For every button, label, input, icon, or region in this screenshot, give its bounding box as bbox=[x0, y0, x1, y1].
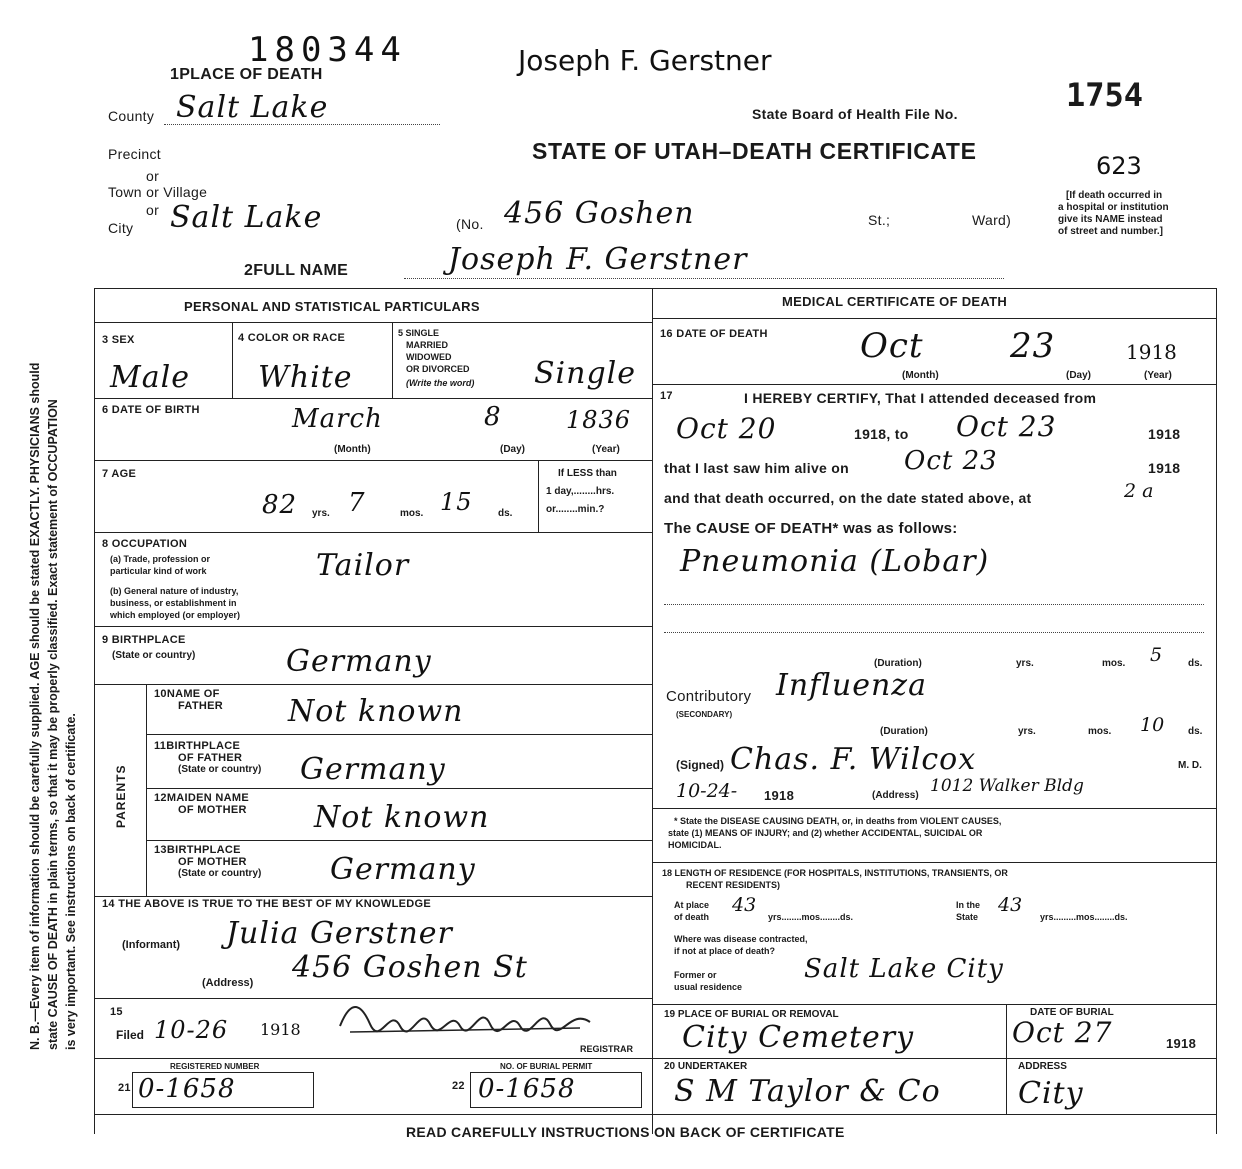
contrib-ds-label: ds. bbox=[1188, 726, 1203, 737]
occupation-a-1: (a) Trade, profession or bbox=[110, 554, 211, 564]
mother-bp-1: 13BIRTHPLACE bbox=[154, 844, 241, 856]
occupation-b-2: business, or establishment in bbox=[110, 598, 237, 608]
undertaker-address-label: ADDRESS bbox=[1018, 1061, 1067, 1072]
age-days: 15 bbox=[440, 488, 473, 516]
birthplace-sub: (State or country) bbox=[112, 650, 196, 661]
mother-label-1: 12MAIDEN NAME bbox=[154, 792, 249, 804]
or-label-2: or bbox=[146, 202, 160, 218]
registrar-label: REGISTRAR bbox=[580, 1044, 634, 1054]
age-months: 7 bbox=[348, 488, 366, 518]
md-label: M. D. bbox=[1178, 760, 1202, 771]
occupation-b-1: (b) General nature of industry, bbox=[110, 586, 239, 596]
at-place-yrs-label: yrs........mos........ds. bbox=[768, 912, 854, 922]
burial-permit-label: NO. OF BURIAL PERMIT bbox=[500, 1062, 593, 1071]
sign-date: 10-24- bbox=[676, 780, 738, 802]
ward-label: Ward) bbox=[972, 212, 1012, 228]
dod-year: 1918 bbox=[1126, 340, 1177, 364]
registrar-signature bbox=[330, 996, 600, 1036]
at-place-yrs: 43 bbox=[732, 894, 757, 916]
contracted-1: Where was disease contracted, bbox=[674, 934, 808, 944]
margin-note-line-3: is very important. See instructions on back of certificate. bbox=[64, 713, 78, 1050]
county-line bbox=[164, 124, 440, 125]
in-state-yrs-label: yrs.........mos........ds. bbox=[1040, 912, 1128, 922]
address-value: 456 Goshen St bbox=[292, 950, 528, 985]
certify-number: 17 bbox=[660, 390, 673, 402]
cause-ds-label: ds. bbox=[1188, 658, 1203, 669]
signed-label: (Signed) bbox=[676, 758, 724, 772]
less-than-3: or........min.? bbox=[546, 504, 605, 515]
in-state-1: In the bbox=[956, 900, 980, 910]
age-ds-label: ds. bbox=[498, 508, 513, 519]
sex-label: 3 SEX bbox=[102, 334, 135, 346]
true-label: 14 THE ABOVE IS TRUE TO THE BEST OF MY KNOWLEDGE bbox=[102, 898, 431, 910]
cause-label: The CAUSE OF DEATH* was as follows: bbox=[664, 520, 958, 537]
birthplace-value: Germany bbox=[286, 644, 432, 679]
note-line-1: * State the DISEASE CAUSING DEATH, or, in deaths from VIOLENT CAUSES, bbox=[674, 816, 1002, 826]
age-mos-label: mos. bbox=[400, 508, 424, 519]
note-line-2: state (1) MEANS OF INJURY; and (2) whether ACCIDENTAL, SUICIDAL OR bbox=[668, 828, 983, 838]
race-value: White bbox=[258, 360, 353, 395]
father-label-1: 10NAME OF bbox=[154, 688, 220, 700]
footer-instructions: READ CAREFULLY INSTRUCTIONS ON BACK OF CERTIFICATE bbox=[406, 1124, 845, 1140]
father-bp-1: 11BIRTHPLACE bbox=[154, 740, 241, 752]
dob-year: 1836 bbox=[566, 406, 632, 434]
at-place-2: of death bbox=[674, 912, 709, 922]
reg-no-value: 0-1658 bbox=[138, 1074, 236, 1104]
burial-date-value: Oct 27 bbox=[1012, 1016, 1113, 1049]
hospital-note-4: of street and number.] bbox=[1058, 226, 1164, 237]
certify-line-2: that I last saw him alive on bbox=[664, 460, 850, 476]
cause-mos-label: mos. bbox=[1102, 658, 1126, 669]
filed-date: 10-26 bbox=[154, 1016, 229, 1044]
death-hour: 2 a bbox=[1124, 480, 1154, 502]
marital-opt-5: (Write the word) bbox=[406, 378, 475, 388]
occupation-value: Tailor bbox=[316, 548, 410, 583]
sign-address: 1012 Walker Bldg bbox=[930, 776, 1084, 796]
less-than-1: If LESS than bbox=[558, 468, 617, 479]
burial-date-label: DATE OF BURIAL bbox=[1030, 1007, 1114, 1018]
reg-no-index: 21 bbox=[118, 1082, 131, 1094]
contrib-mos-label: mos. bbox=[1088, 726, 1112, 737]
to-year: 1918 bbox=[1148, 426, 1181, 442]
town-label: Town or Village bbox=[108, 184, 208, 200]
filed-year: 1918 bbox=[260, 1020, 301, 1039]
burial-permit-index: 22 bbox=[452, 1080, 465, 1092]
burial-permit-value: 0-1658 bbox=[478, 1074, 576, 1104]
place-of-death-heading: 1PLACE OF DEATH bbox=[170, 66, 323, 83]
less-than-2: 1 day,........hrs. bbox=[546, 486, 615, 497]
st-label: St.; bbox=[868, 212, 891, 228]
age-yrs-label: yrs. bbox=[312, 508, 330, 519]
marital-opt-3: WIDOWED bbox=[406, 352, 452, 362]
dod-day-label: (Day) bbox=[1066, 370, 1092, 381]
dob-month: March bbox=[292, 404, 383, 434]
note-line-3: HOMICIDAL. bbox=[668, 840, 722, 850]
medical-heading: MEDICAL CERTIFICATE OF DEATH bbox=[782, 294, 1008, 309]
signed-value: Chas. F. Wilcox bbox=[730, 742, 977, 777]
occupation-a-2: particular kind of work bbox=[110, 566, 207, 576]
marital-value: Single bbox=[534, 356, 637, 391]
mother-bp-value: Germany bbox=[330, 852, 476, 887]
dob-day-label: (Day) bbox=[500, 444, 526, 455]
certificate-number: 180344 bbox=[248, 30, 407, 70]
burial-place-label: 19 PLACE OF BURIAL OR REMOVAL bbox=[664, 1009, 839, 1020]
contrib-yrs-label: yrs. bbox=[1018, 726, 1036, 737]
cause-yrs-label: yrs. bbox=[1016, 658, 1034, 669]
parents-label: PARENTS bbox=[114, 764, 128, 828]
mother-bp-2: OF MOTHER bbox=[178, 856, 247, 868]
former-1: Former or bbox=[674, 970, 717, 980]
father-bp-3: (State or country) bbox=[178, 764, 262, 775]
informant-value: Julia Gerstner bbox=[226, 916, 453, 951]
dod-label: 16 DATE OF DEATH bbox=[660, 328, 768, 340]
full-name-line bbox=[404, 278, 1004, 279]
age-years: 82 bbox=[262, 490, 298, 520]
dod-month: Oct bbox=[860, 326, 924, 366]
marital-opt-1: 5 SINGLE bbox=[398, 328, 440, 338]
dob-month-label: (Month) bbox=[334, 444, 371, 455]
full-name-value: Joseph F. Gerstner bbox=[448, 242, 748, 277]
sex-value: Male bbox=[110, 360, 190, 395]
personal-heading: PERSONAL AND STATISTICAL PARTICULARS bbox=[184, 299, 480, 314]
attended-from: Oct 20 bbox=[676, 412, 777, 445]
or-label-1: or bbox=[146, 168, 160, 184]
sign-year: 1918 bbox=[764, 788, 795, 803]
dod-month-label: (Month) bbox=[902, 370, 939, 381]
city-value: Salt Lake bbox=[170, 200, 323, 235]
former-value: Salt Lake City bbox=[804, 954, 1004, 984]
cause-duration-label: (Duration) bbox=[874, 658, 922, 669]
hospital-note-3: give its NAME instead bbox=[1058, 214, 1163, 225]
certify-line-3: and that death occurred, on the date stated above, at bbox=[664, 490, 1032, 506]
local-number: 623 bbox=[1096, 152, 1142, 180]
county-value: Salt Lake bbox=[176, 90, 329, 125]
mother-value: Not known bbox=[314, 800, 490, 835]
age-label: 7 AGE bbox=[102, 468, 137, 480]
father-bp-value: Germany bbox=[300, 752, 446, 787]
hospital-note-2: a hospital or institution bbox=[1058, 202, 1169, 213]
file-no-label: State Board of Health File No. bbox=[752, 106, 958, 122]
contributory-label: Contributory bbox=[666, 688, 752, 705]
dob-label: 6 DATE OF BIRTH bbox=[102, 404, 200, 416]
filed-number: 15 bbox=[110, 1006, 123, 1018]
sign-address-label: (Address) bbox=[872, 790, 919, 801]
precinct-label: Precinct bbox=[108, 146, 161, 162]
race-label: 4 COLOR OR RACE bbox=[238, 332, 346, 344]
residence-label-1: 18 LENGTH OF RESIDENCE (FOR HOSPITALS, INSTITUTIONS, TRANSIENTS, OR bbox=[662, 868, 1008, 878]
mother-label-2: OF MOTHER bbox=[178, 804, 247, 816]
burial-place-value: City Cemetery bbox=[682, 1020, 915, 1055]
county-label: County bbox=[108, 108, 155, 124]
margin-note-line-2: state CAUSE OF DEATH in plain terms, so that it may be properly classified. Exact statement of OCCUPATION bbox=[46, 399, 60, 1050]
street-value: 456 Goshen bbox=[504, 196, 695, 231]
in-state-yrs: 43 bbox=[998, 894, 1023, 916]
marital-opt-2: MARRIED bbox=[406, 340, 448, 350]
occupation-b-3: which employed (or employer) bbox=[110, 610, 241, 620]
last-seen: Oct 23 bbox=[904, 446, 998, 476]
secondary-label: (SECONDARY) bbox=[676, 710, 733, 719]
father-label-2: FATHER bbox=[178, 700, 223, 712]
full-name-label: 2FULL NAME bbox=[244, 262, 349, 279]
birthplace-label: 9 BIRTHPLACE bbox=[102, 634, 186, 646]
at-place-1: At place bbox=[674, 900, 710, 910]
contrib-duration-label: (Duration) bbox=[880, 726, 928, 737]
filed-label: Filed bbox=[116, 1028, 145, 1042]
cause-value: Pneumonia (Lobar) bbox=[680, 544, 990, 579]
from-year: 1918, to bbox=[854, 426, 909, 442]
occupation-label: 8 OCCUPATION bbox=[102, 538, 188, 550]
residence-label-2: RECENT RESIDENTS) bbox=[686, 880, 781, 890]
undertaker-value: S M Taylor & Co bbox=[674, 1074, 941, 1109]
certificate-name: Joseph F. Gerstner bbox=[518, 44, 772, 77]
dod-day: 23 bbox=[1010, 326, 1056, 366]
certificate-title: STATE OF UTAH–DEATH CERTIFICATE bbox=[532, 138, 977, 164]
informant-label: (Informant) bbox=[122, 939, 181, 951]
dob-year-label: (Year) bbox=[592, 444, 620, 455]
file-number: 1754 bbox=[1066, 76, 1144, 114]
hospital-note-1: [If death occurred in bbox=[1066, 190, 1163, 201]
address-label: (Address) bbox=[202, 977, 254, 989]
attended-to: Oct 23 bbox=[956, 410, 1057, 443]
reg-no-label: REGISTERED NUMBER bbox=[170, 1062, 260, 1071]
dod-year-label: (Year) bbox=[1144, 370, 1172, 381]
certify-line-1: I HEREBY CERTIFY, That I attended deceased from bbox=[744, 390, 1097, 406]
former-2: usual residence bbox=[674, 982, 743, 992]
burial-year: 1918 bbox=[1166, 1036, 1197, 1051]
father-value: Not known bbox=[288, 694, 464, 729]
street-no-label: (No. bbox=[456, 216, 484, 232]
marital-opt-4: OR DIVORCED bbox=[406, 364, 470, 374]
mother-bp-3: (State or country) bbox=[178, 868, 262, 879]
contracted-2: if not at place of death? bbox=[674, 946, 776, 956]
in-state-2: State bbox=[956, 912, 979, 922]
cause-duration-mos: 5 bbox=[1150, 644, 1163, 666]
city-label: City bbox=[108, 220, 134, 236]
margin-note-line-1: N. B.—Every item of information should be carefully supplied. AGE should be stated EXACTLY. PHYSICIANS should bbox=[28, 362, 42, 1050]
dob-day: 8 bbox=[484, 402, 502, 432]
last-seen-year: 1918 bbox=[1148, 460, 1181, 476]
contributory-value: Influenza bbox=[776, 668, 927, 703]
undertaker-label: 20 UNDERTAKER bbox=[664, 1061, 748, 1072]
undertaker-address-value: City bbox=[1018, 1076, 1084, 1111]
father-bp-2: OF FATHER bbox=[178, 752, 243, 764]
contrib-duration-mos: 10 bbox=[1140, 714, 1165, 736]
